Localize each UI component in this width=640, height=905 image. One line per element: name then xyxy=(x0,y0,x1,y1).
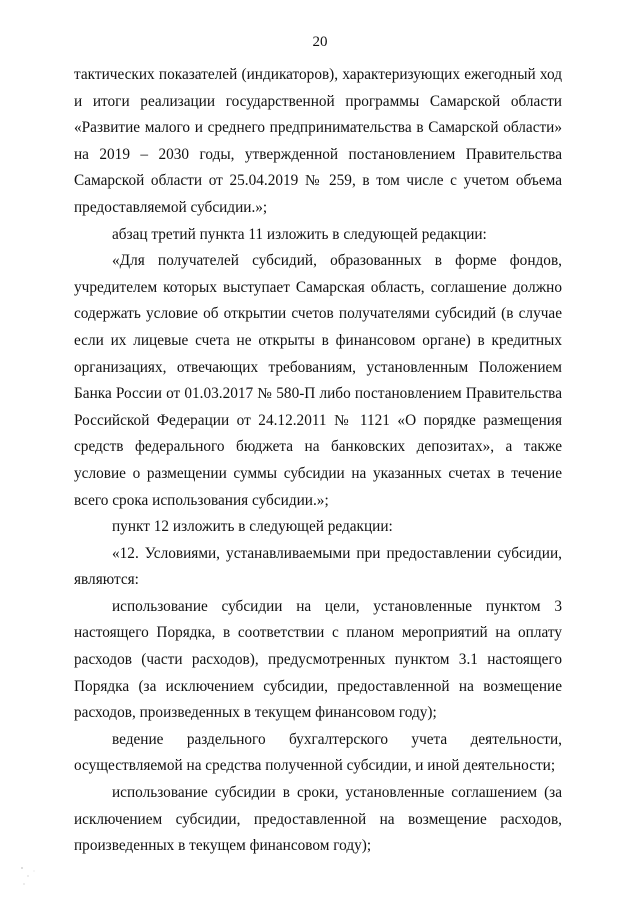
paragraph-5-conditions-intro: «12. Условиями, устанавливаемыми при предоставлении субсидии, являются: xyxy=(74,544,562,589)
paragraph-8-use-within-deadlines: использование субсидии в сроки, установленные соглашением (за исключением субсидии, предоставленной на возмещение расходов, произведенных в текущем финансовом году); xyxy=(74,784,562,855)
scan-specks xyxy=(18,862,58,892)
paragraph-1-continuation: тактических показателей (индикаторов), характеризующих ежегодный ход и итоги реализации государственной программы Самарской области «Развитие малого и среднего предпринимательства в Самарской области» на 2019 – 2030 годы, утвержденной постановлением Правительства Самарской области от 25.04.2019 № 259, в том числе с учетом объема предоставляемой субсидии.»; xyxy=(74,66,562,216)
paragraph-4-amendment-point-12: пункт 12 изложить в следующей редакции: xyxy=(112,518,393,536)
page-number: 20 xyxy=(312,34,328,50)
paragraph-3-fund-recipients: «Для получателей субсидий, образованных в форме фондов, учредителем которых выступает Самарская область, соглашение должно содержать условие об открытии счетов получателями субсидий (в случае если их лицевые счета не открыты в финансовом органе) в кредитных организациях, отвечающих требованиям, установленным Положением Банка России от 01.03.2017 № 580-П либо постановлением Правительства Российской Федерации от 24.12.2011 № 1121 «О порядке размещения средств федерального бюджета на банковских депозитах», а также условие о размещении суммы субсидии на указанных счетах в течение всего срока использования субсидии.»; xyxy=(74,252,562,509)
document-body xyxy=(74,62,562,860)
paragraph-7-separate-accounting: ведение раздельного бухгалтерского учета деятельности, осуществляемой на средства полученной субсидии, и иной деятельности; xyxy=(74,730,562,775)
paragraph-6-use-of-subsidy: использование субсидии на цели, установленные пунктом 3 настоящего Порядка, в соответствии с планом мероприятий на оплату расходов (части расходов), предусмотренных пунктом 3.1 настоящего Порядка (за исключением субсидии, предоставленной на возмещение расходов, произведенных в текущем финансовом году); xyxy=(74,597,562,722)
paragraph-2-amendment-point-11: абзац третий пункта 11 изложить в следующей редакции: xyxy=(112,225,487,243)
